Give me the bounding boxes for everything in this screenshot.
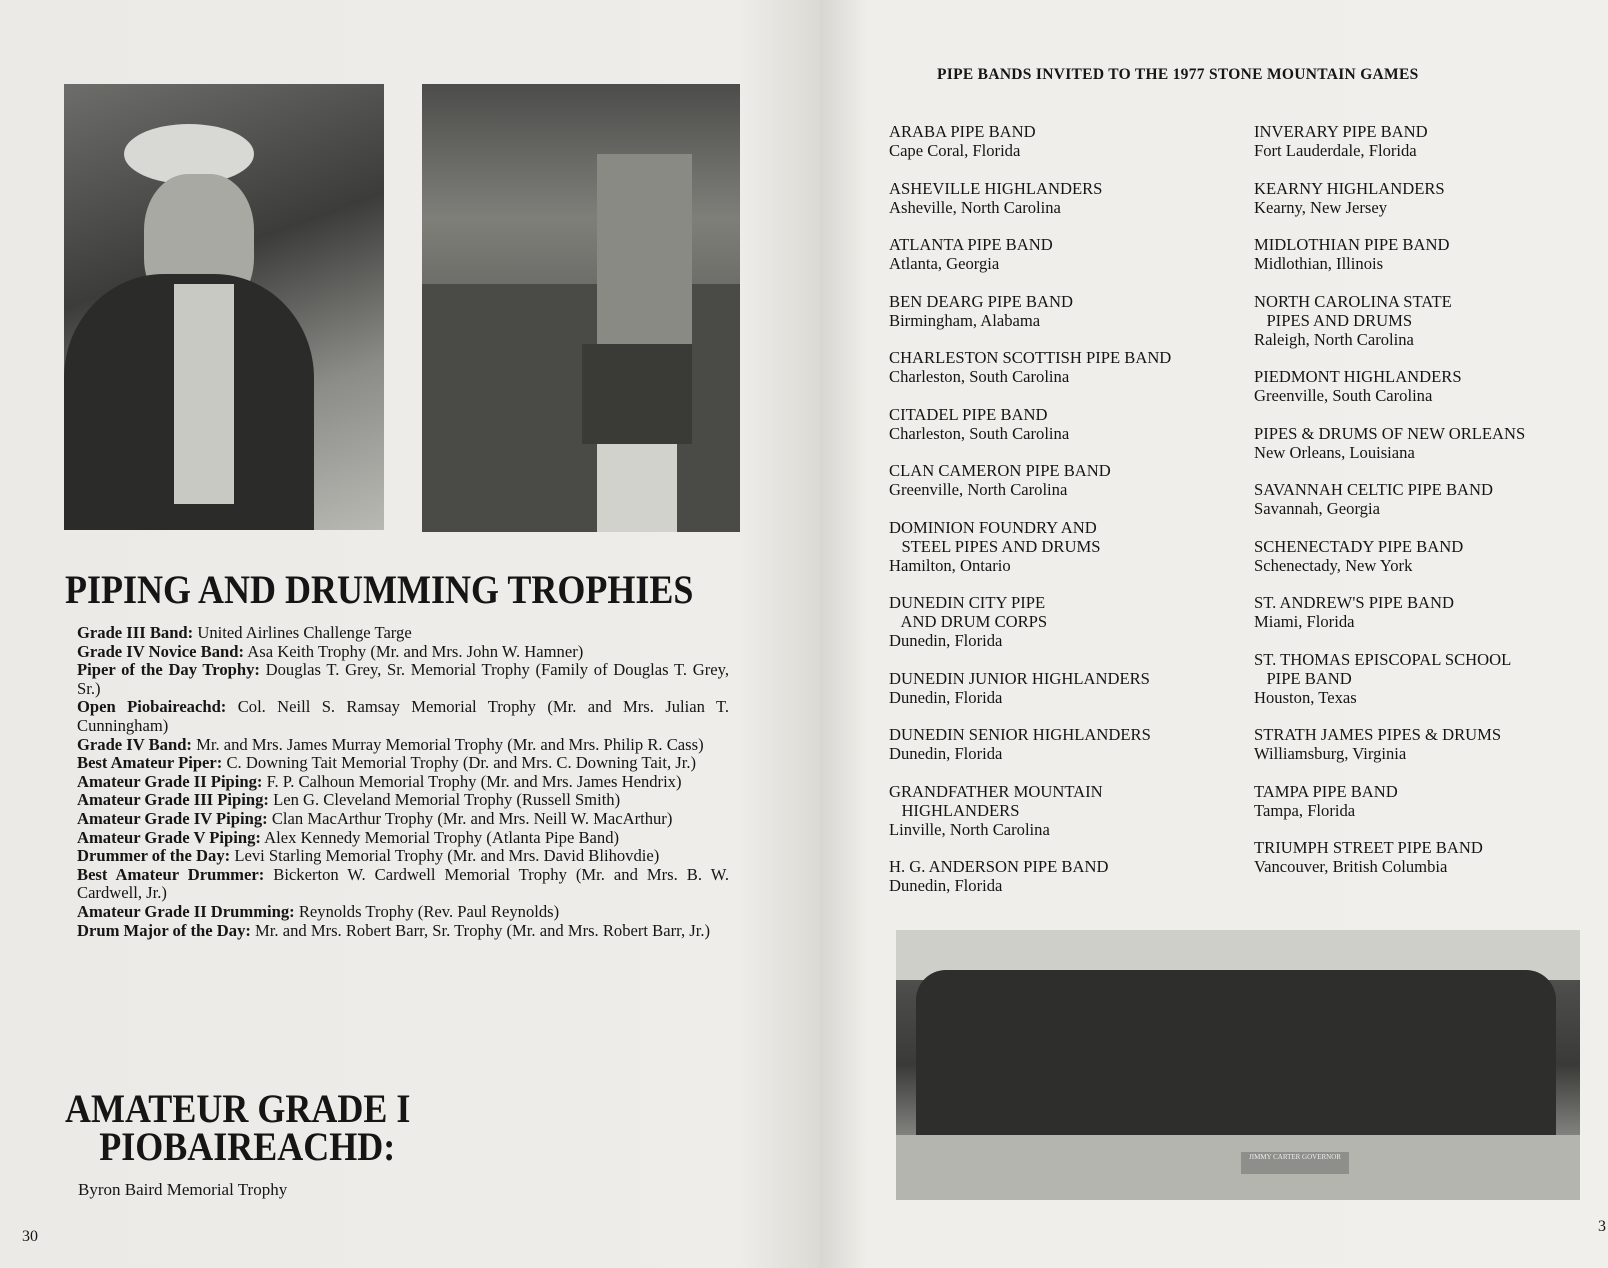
trophy-category: Amateur Grade II Drumming:	[77, 901, 295, 921]
band-entry	[1254, 235, 1608, 273]
band-entry	[889, 122, 1249, 160]
band-location: Schenectady, New York	[1254, 555, 1413, 575]
trophy-category: Drummer of the Day:	[77, 846, 231, 866]
band-name: SCHENECTADY PIPE BAND	[1254, 536, 1464, 556]
band-location: Tampa, Florida	[1254, 800, 1356, 820]
band-name: KEARNY HIGHLANDERS	[1254, 178, 1445, 198]
trophy-entry	[77, 922, 729, 941]
band-entry	[889, 405, 1249, 443]
band-location: Charleston, South Carolina	[889, 423, 1070, 443]
trophy-text: Mr. and Mrs. Robert Barr, Sr. Trophy (Mr. and Mrs. Robert Barr, Jr.)	[255, 920, 711, 940]
band-location: Atlanta, Georgia	[889, 254, 1000, 273]
band-entry	[889, 179, 1249, 217]
band-location: Birmingham, Alabama	[889, 310, 1041, 330]
band-entry	[889, 235, 1249, 273]
trophy-category: Grade IV Band:	[77, 734, 192, 754]
band-name: ST. ANDREW'S PIPE BAND	[1254, 593, 1454, 612]
band-entry	[889, 593, 1249, 650]
trophy-text: Douglas T. Grey, Sr. Memorial Trophy (Family of Douglas T. Grey, Sr.)	[77, 660, 729, 698]
band-location: New Orleans, Louisiana	[1254, 442, 1415, 462]
trophy-entry	[77, 829, 729, 848]
nameplate: JIMMY CARTER GOVERNOR	[1241, 1152, 1349, 1174]
trophy-category: Amateur Grade II Piping:	[77, 771, 263, 791]
band-entry	[889, 348, 1249, 386]
band-entry	[1254, 650, 1608, 707]
band-name: ARABA PIPE BAND	[889, 122, 1036, 141]
band-name: CITADEL PIPE BAND	[889, 404, 1048, 424]
trophy-text: Len G. Cleveland Memorial Trophy (Russell Smith)	[273, 790, 621, 810]
band-name: TRIUMPH STREET PIPE BAND	[1254, 838, 1483, 857]
trophy-entry	[77, 866, 729, 903]
trophy-text: Bickerton W. Cardwell Memorial Trophy (Mr. and Mrs. B. W. Cardwell, Jr.)	[77, 864, 729, 903]
band-entry	[1254, 593, 1608, 631]
page-number-left: 30	[22, 1228, 38, 1245]
band-location: Williamsburg, Virginia	[1254, 744, 1407, 763]
band-name: CLAN CAMERON PIPE BAND	[889, 461, 1111, 480]
photo-piper-in-tam	[64, 84, 384, 530]
band-entry	[1254, 292, 1608, 349]
trophy-text: Levi Starling Memorial Trophy (Mr. and Mrs. David Blihovdie)	[234, 846, 660, 866]
band-entry	[1254, 179, 1608, 217]
trophy-entry	[77, 754, 729, 773]
band-location: Hamilton, Ontario	[889, 555, 1011, 575]
band-entry	[1254, 122, 1608, 160]
band-name: STRATH JAMES PIPES & DRUMS	[1254, 725, 1502, 744]
band-entry	[1254, 838, 1608, 876]
band-entry	[889, 518, 1249, 575]
band-location: Dunedin, Florida	[889, 631, 1003, 650]
band-location: Dunedin, Florida	[889, 744, 1003, 763]
trophy-entry	[77, 624, 729, 643]
bands-heading: PIPE BANDS INVITED TO THE 1977 STONE MOUNTAIN GAMES	[937, 66, 1419, 83]
trophy-entry	[77, 661, 729, 698]
trophy-entry	[77, 903, 729, 922]
band-name: DUNEDIN SENIOR HIGHLANDERS	[889, 725, 1151, 744]
band-name: ATLANTA PIPE BAND	[889, 235, 1053, 254]
trophy-category: Grade IV Novice Band:	[77, 641, 245, 661]
band-location: Raleigh, North Carolina	[1254, 329, 1414, 349]
amateur-trophy: Byron Baird Memorial Trophy	[78, 1180, 288, 1199]
band-location: Kearny, New Jersey	[1254, 197, 1388, 217]
band-name: DUNEDIN JUNIOR HIGHLANDERS	[889, 668, 1150, 688]
band-location: Savannah, Georgia	[1254, 499, 1380, 518]
trophy-category: Amateur Grade III Piping:	[77, 790, 269, 810]
band-entry	[889, 857, 1249, 895]
trophy-text: F. P. Calhoun Memorial Trophy (Mr. and Mrs. James Hendrix)	[266, 771, 682, 791]
trophy-text: Reynolds Trophy (Rev. Paul Reynolds)	[298, 901, 560, 921]
band-location: Vancouver, British Columbia	[1254, 857, 1448, 876]
band-location: Fort Lauderdale, Florida	[1254, 141, 1417, 160]
trophy-text: Col. Neill S. Ramsay Memorial Trophy (Mr. and Mrs. Julian T. Cunningham)	[77, 697, 729, 735]
band-location: Cape Coral, Florida	[889, 141, 1021, 160]
trophy-category: Open Piobaireachd:	[77, 697, 227, 717]
band-location: Houston, Texas	[1254, 687, 1357, 707]
band-entry	[1254, 424, 1608, 462]
trophy-entry	[77, 773, 729, 792]
band-name: PIEDMONT HIGHLANDERS	[1254, 367, 1462, 386]
band-entry	[889, 725, 1249, 763]
band-entry	[889, 669, 1249, 707]
band-name: TAMPA PIPE BAND	[1254, 781, 1398, 801]
band-entry	[889, 292, 1249, 330]
trophy-text: Alex Kennedy Memorial Trophy (Atlanta Pipe Band)	[264, 827, 620, 847]
trophy-text: C. Downing Tait Memorial Trophy (Dr. and Mrs. C. Downing Tait, Jr.)	[226, 753, 697, 773]
trophy-category: Best Amateur Piper:	[77, 753, 223, 773]
band-name: GRANDFATHER MOUNTAIN HIGHLANDERS	[889, 781, 1103, 820]
band-name: DOMINION FOUNDRY AND STEEL PIPES AND DRUMS	[889, 517, 1101, 556]
trophy-category: Grade III Band:	[77, 623, 194, 642]
band-entry	[1254, 725, 1608, 763]
trophy-entry	[77, 698, 729, 735]
trophy-text: Asa Keith Trophy (Mr. and Mrs. John W. Hamner)	[247, 641, 584, 661]
photo-man-in-kilt	[422, 84, 740, 532]
page-number-right: 3	[1598, 1218, 1606, 1235]
band-name: NORTH CAROLINA STATE PIPES AND DRUMS	[1254, 291, 1452, 330]
trophy-category: Drum Major of the Day:	[77, 920, 251, 940]
amateur-grade-heading	[65, 1086, 411, 1169]
trophy-text: United Airlines Challenge Targe	[197, 623, 412, 642]
band-entry	[1254, 480, 1608, 518]
bands-column-2	[1254, 122, 1608, 895]
heading-line-2: PIOBAIREACHD:	[99, 1124, 396, 1169]
trophy-entry	[77, 643, 729, 662]
trophy-entry	[77, 810, 729, 829]
band-name: CHARLESTON SCOTTISH PIPE BAND	[889, 348, 1172, 367]
band-location: Dunedin, Florida	[889, 876, 1003, 895]
band-entry	[1254, 537, 1608, 575]
band-entry	[1254, 367, 1608, 405]
band-location: Charleston, South Carolina	[889, 367, 1070, 386]
band-entry	[889, 461, 1249, 499]
band-location: Greenville, South Carolina	[1254, 386, 1433, 405]
band-location: Miami, Florida	[1254, 612, 1355, 631]
page-title: PIPING AND DRUMMING TROPHIES	[65, 567, 694, 612]
band-name: SAVANNAH CELTIC PIPE BAND	[1254, 480, 1493, 499]
trophy-entry	[77, 791, 729, 810]
band-location: Midlothian, Illinois	[1254, 254, 1384, 273]
band-name: DUNEDIN CITY PIPE AND DRUM CORPS	[889, 593, 1048, 631]
band-name: H. G. ANDERSON PIPE BAND	[889, 857, 1109, 876]
photo-governor-signing	[896, 930, 1580, 1200]
right-page	[820, 0, 1608, 1268]
trophy-category: Best Amateur Drummer:	[77, 864, 265, 884]
trophy-entry	[77, 736, 729, 755]
band-entry	[1254, 782, 1608, 820]
trophy-entry	[77, 847, 729, 866]
trophy-text: Clan MacArthur Trophy (Mr. and Mrs. Neill W. MacArthur)	[271, 808, 673, 828]
band-name: ASHEVILLE HIGHLANDERS	[889, 178, 1103, 198]
band-name: BEN DEARG PIPE BAND	[889, 291, 1073, 311]
band-name: ST. THOMAS EPISCOPAL SCHOOL PIPE BAND	[1254, 649, 1512, 688]
trophy-category: Amateur Grade IV Piping:	[77, 808, 268, 828]
band-name: PIPES & DRUMS OF NEW ORLEANS	[1254, 423, 1526, 443]
trophy-list	[77, 624, 729, 940]
band-location: Linville, North Carolina	[889, 819, 1050, 839]
trophy-text: Mr. and Mrs. James Murray Memorial Trophy (Mr. and Mrs. Philip R. Cass)	[196, 734, 704, 754]
band-location: Asheville, North Carolina	[889, 197, 1061, 217]
band-name: MIDLOTHIAN PIPE BAND	[1254, 235, 1450, 254]
trophy-category: Piper of the Day Trophy:	[77, 660, 260, 680]
band-entry	[889, 782, 1249, 839]
band-name: INVERARY PIPE BAND	[1254, 122, 1428, 141]
band-location: Dunedin, Florida	[889, 687, 1003, 707]
trophy-category: Amateur Grade V Piping:	[77, 827, 261, 847]
band-location: Greenville, North Carolina	[889, 480, 1068, 499]
heading-line-1: AMATEUR GRADE I	[65, 1086, 411, 1131]
bands-column-1	[889, 122, 1249, 914]
